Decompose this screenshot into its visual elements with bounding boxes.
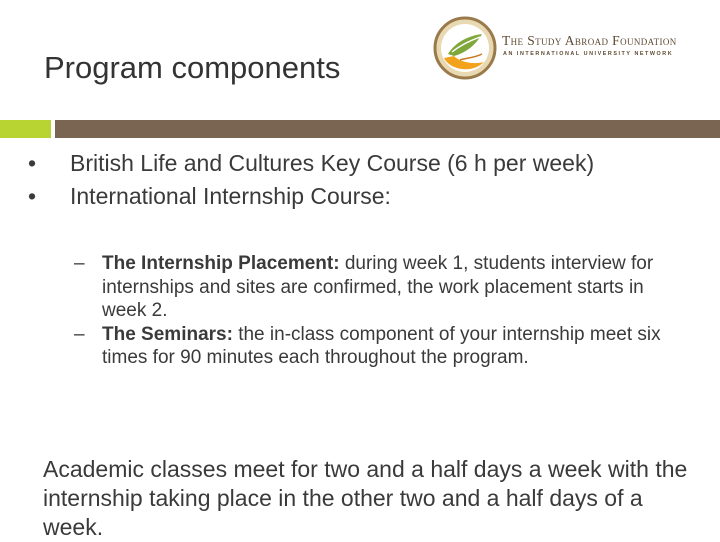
summary-paragraph: Academic classes meet for two and a half days a week with the internship taking place in the other two and a half days of a week. bbox=[43, 456, 688, 540]
logo-tagline: AN INTERNATIONAL UNIVERSITY NETWORK bbox=[503, 51, 674, 57]
foundation-logo bbox=[432, 14, 712, 84]
bullet-marker: • bbox=[28, 150, 37, 176]
bullet-text: British Life and Cultures Key Course (6 h per week) bbox=[70, 150, 595, 176]
leaf-hand-emblem-icon bbox=[432, 14, 498, 82]
bullet-item bbox=[28, 150, 688, 177]
sub-bullet-marker: – bbox=[74, 253, 85, 274]
accent-bar-brown bbox=[55, 120, 720, 138]
sub-bullet-text: during week 1, students interview for internships and sites are confirmed, the work placement starts in week 2. bbox=[102, 253, 654, 321]
accent-bar-green bbox=[0, 120, 51, 138]
bullet-item bbox=[28, 183, 688, 210]
sub-bullet-text: the in-class component of your internship meet six times for 90 minutes each throughout the program. bbox=[102, 323, 661, 368]
sub-bullet-item bbox=[74, 252, 684, 323]
sub-bullet-item bbox=[74, 323, 684, 370]
sub-bullet-list bbox=[74, 252, 684, 370]
bullet-marker: • bbox=[28, 183, 37, 209]
sub-bullet-heading: The Seminars: bbox=[102, 323, 233, 345]
slide-title: Program components bbox=[44, 50, 341, 85]
bullet-list bbox=[28, 150, 688, 216]
bullet-text: International Internship Course: bbox=[70, 183, 391, 209]
sub-bullet-heading: The Internship Placement: bbox=[102, 253, 340, 274]
logo-name: The Study Abroad Foundation bbox=[502, 33, 677, 48]
sub-bullet-marker: – bbox=[74, 323, 85, 345]
